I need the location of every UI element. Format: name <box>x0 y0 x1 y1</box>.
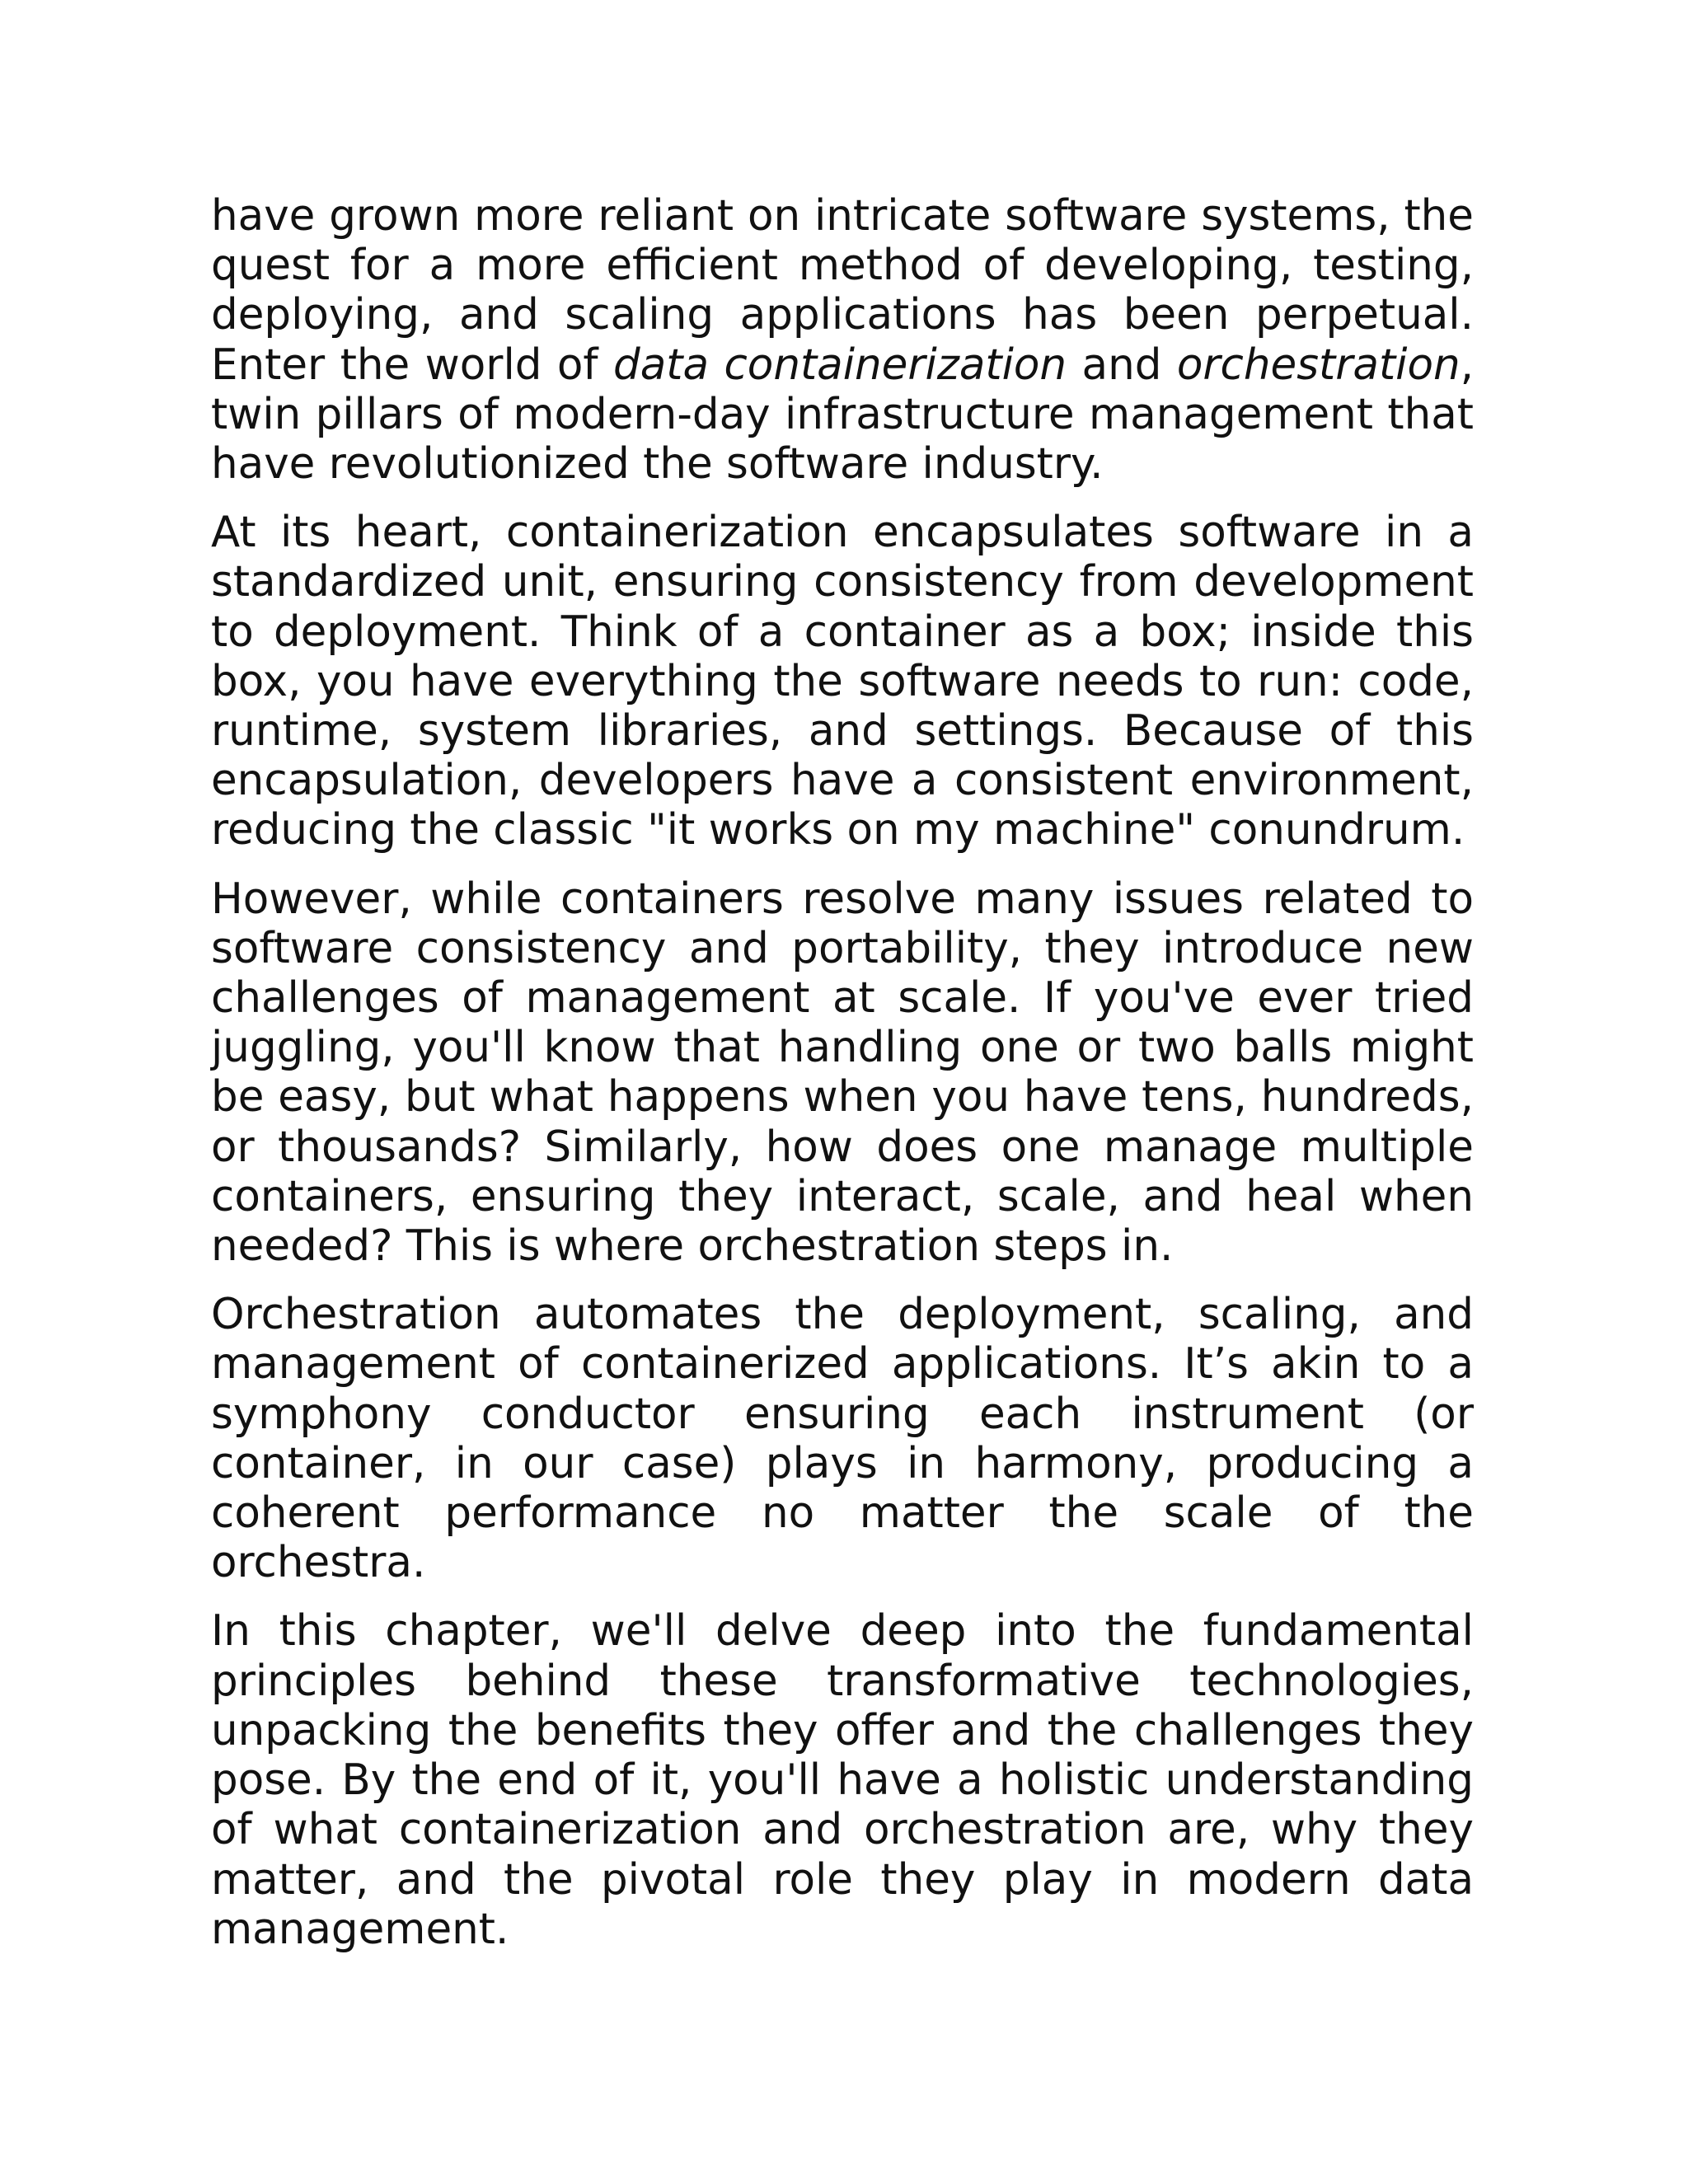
paragraph-5-text: In this chapter, we'll delve deep into the fundamental principles behind these transformative technologies, unpacking the benefits they offer and the challenges they pose. By the end of it, you'll have a holistic understanding of what containerization and orchestration are, why they matter, and the pivotal role they play in modern data management. <box>211 1606 1474 1954</box>
paragraph-3-text: However, while containers resolve many issues related to software consistency and portability, they introduce new challenges of management at scale. If you've ever tried juggling, you'll know that handling one or two balls might be easy, but what happens when you have tens, hundreds, or thousands? Similarly, how does one manage multiple containers, ensuring they interact, scale, and heal when needed? This is where orchestration steps in. <box>211 874 1474 1272</box>
term-data-containerization: data containerization <box>613 340 1067 390</box>
paragraph-4-text: Orchestration automates the deployment, scaling, and management of containerized applications. It’s akin to a symphony conductor ensuring each instrument (or container, in our case) plays in harmony, producing a coherent performance no matter the scale of the orchestra. <box>211 1290 1474 1588</box>
paragraph-2-text: At its heart, containerization encapsulates software in a standardized unit, ensuring consistency from development to deployment. Think of a container as a box; inside this box, you have everything the software needs to run: code, runtime, system libraries, and settings. Because of this encapsulation, developers have a consistent environment, reducing the classic "it works on my machine" conundrum. <box>211 508 1474 855</box>
paragraph-1-text-2: and <box>1067 340 1177 390</box>
term-orchestration: orchestration <box>1176 340 1461 390</box>
paragraph-4 <box>211 1290 1474 1587</box>
paragraph-1 <box>211 191 1474 489</box>
paragraph-2 <box>211 508 1474 855</box>
paragraph-1-text-3: , twin pillars of modern-day infrastructure management that have revolutionized the software industry. <box>211 340 1474 490</box>
paragraph-5 <box>211 1606 1474 1953</box>
paragraph-1-text-1: have grown more reliant on intricate software systems, the quest for a more efficient method of developing, testing, deploying, and scaling applications has been perpetual. Enter the world of <box>211 191 1474 390</box>
paragraph-3 <box>211 874 1474 1272</box>
document-page <box>211 191 1474 1973</box>
